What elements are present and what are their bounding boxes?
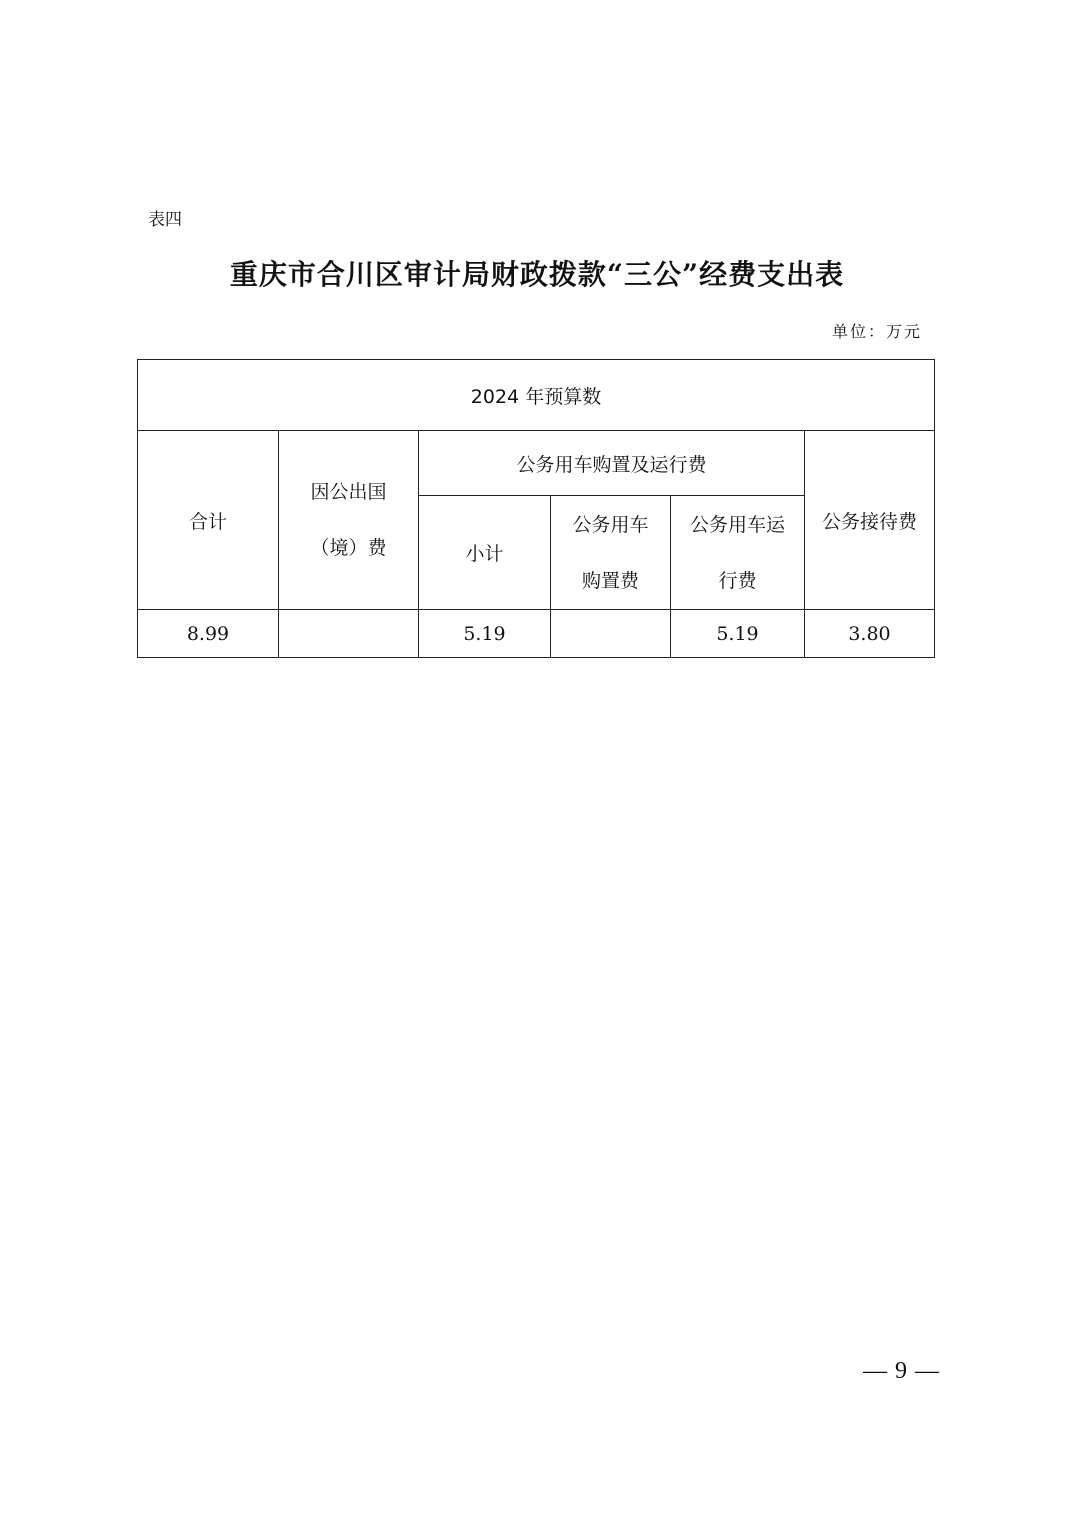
header-purchase-line1: 公务用车 bbox=[572, 513, 649, 536]
page-number: — 9 — bbox=[863, 1358, 940, 1384]
budget-table bbox=[137, 359, 935, 658]
cell-vehicle-operation: 5.19 bbox=[671, 610, 805, 658]
table-label: 表四 bbox=[148, 210, 182, 230]
header-vehicle-group: 公务用车购置及运行费 bbox=[419, 431, 805, 496]
year-header-cell: 2024 年预算数 bbox=[138, 360, 935, 431]
table-row bbox=[138, 610, 935, 658]
header-vehicle-purchase bbox=[551, 496, 671, 610]
cell-overseas bbox=[279, 610, 419, 658]
cell-total: 8.99 bbox=[138, 610, 279, 658]
table-header-row-1 bbox=[138, 431, 935, 496]
header-overseas-line2: （境）费 bbox=[310, 537, 387, 559]
cell-subtotal: 5.19 bbox=[419, 610, 551, 658]
header-purchase-line2: 购置费 bbox=[581, 569, 639, 592]
header-vehicle-operation bbox=[671, 496, 805, 610]
header-subtotal: 小计 bbox=[419, 496, 551, 610]
cell-reception: 3.80 bbox=[805, 610, 935, 658]
header-overseas-line1: 因公出国 bbox=[310, 481, 387, 503]
unit-note: 单位：万元 bbox=[831, 322, 922, 341]
header-total: 合计 bbox=[138, 431, 279, 610]
header-operation-line1: 公务用车运 bbox=[689, 513, 785, 536]
table-header-row-year bbox=[138, 360, 935, 431]
cell-vehicle-purchase bbox=[551, 610, 671, 658]
header-operation-line2: 行费 bbox=[718, 569, 757, 592]
header-overseas bbox=[279, 431, 419, 610]
header-reception: 公务接待费 bbox=[805, 431, 935, 610]
document-title: 重庆市合川区审计局财政拨款“三公”经费支出表 bbox=[229, 258, 845, 291]
